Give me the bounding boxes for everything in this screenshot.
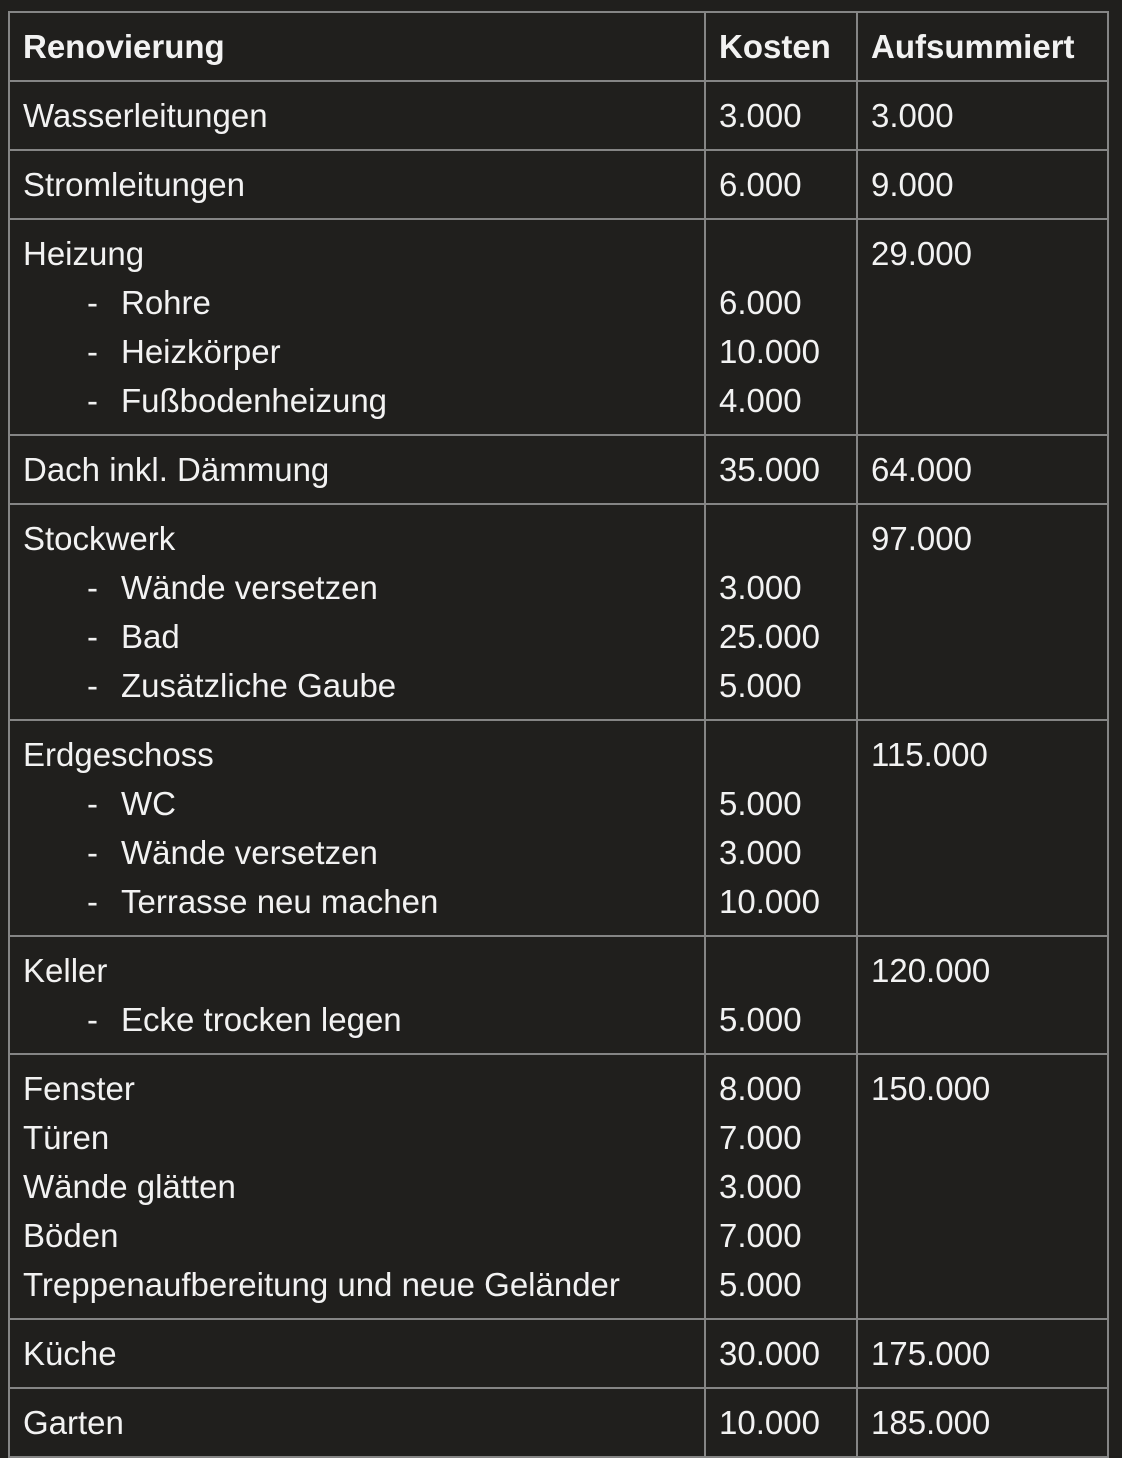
cost-cell <box>705 504 857 720</box>
dash-marker: - <box>87 284 98 321</box>
cumulative-value: 175.000 <box>871 1335 991 1372</box>
cost-value: 3.000 <box>719 1168 802 1205</box>
cumulative-cell <box>857 1054 1108 1319</box>
cumulative-cell <box>857 504 1108 720</box>
dash-marker: - <box>87 569 98 606</box>
sub-item <box>23 877 692 926</box>
cost-cell <box>705 1054 857 1319</box>
item-cell <box>9 150 705 219</box>
item-label: Treppenaufbereitung und neue Geländer <box>23 1266 620 1303</box>
header-aufsummiert: Aufsummiert <box>857 12 1108 81</box>
sub-cost-value: 5.000 <box>719 1001 802 1038</box>
item-label: Stockwerk <box>23 520 176 557</box>
sub-item <box>23 995 692 1044</box>
table-row <box>9 81 1108 150</box>
header-row <box>9 12 1108 81</box>
sub-item-label: Fußbodenheizung <box>121 382 388 419</box>
cost-value: 5.000 <box>719 1266 802 1303</box>
sub-cost-value: 10.000 <box>719 333 820 370</box>
cost-cell <box>705 936 857 1054</box>
cost-spacer <box>719 514 844 563</box>
sub-cost-value: 25.000 <box>719 618 820 655</box>
dash-marker: - <box>87 785 98 822</box>
sub-item-label: Zusätzliche Gaube <box>121 667 397 704</box>
table-row <box>9 219 1108 435</box>
dash-marker: - <box>87 618 98 655</box>
sub-cost-value: 5.000 <box>719 785 802 822</box>
cumulative-value: 9.000 <box>871 166 954 203</box>
cost-cell <box>705 1319 857 1388</box>
cost-value: 7.000 <box>719 1217 802 1254</box>
cost-value: 8.000 <box>719 1070 802 1107</box>
sub-item <box>23 779 692 828</box>
cumulative-cell <box>857 720 1108 936</box>
cumulative-cell <box>857 81 1108 150</box>
item-cell <box>9 219 705 435</box>
item-cell <box>9 435 705 504</box>
cost-cell <box>705 81 857 150</box>
dash-marker: - <box>87 333 98 370</box>
header-kosten: Kosten <box>705 12 857 81</box>
cumulative-cell <box>857 150 1108 219</box>
sub-item-label: Rohre <box>121 284 211 321</box>
sub-cost-value: 5.000 <box>719 667 802 704</box>
item-label: Küche <box>23 1335 117 1372</box>
cumulative-cell <box>857 936 1108 1054</box>
sub-item-label: Wände versetzen <box>121 569 378 606</box>
item-cell <box>9 1388 705 1457</box>
cost-cell <box>705 1388 857 1457</box>
dash-marker: - <box>87 883 98 920</box>
item-label: Erdgeschoss <box>23 736 214 773</box>
dash-marker: - <box>87 834 98 871</box>
sub-item <box>23 828 692 877</box>
sub-item <box>23 376 692 425</box>
cumulative-cell <box>857 1319 1108 1388</box>
sub-cost-value: 6.000 <box>719 284 802 321</box>
item-label: Türen <box>23 1119 110 1156</box>
item-label: Wände glätten <box>23 1168 236 1205</box>
sub-cost-value: 10.000 <box>719 883 820 920</box>
cumulative-value: 29.000 <box>871 235 972 272</box>
cumulative-value: 64.000 <box>871 451 972 488</box>
cumulative-value: 185.000 <box>871 1404 991 1441</box>
header-renovierung: Renovierung <box>9 12 705 81</box>
cost-value: 30.000 <box>719 1335 820 1372</box>
cost-cell <box>705 150 857 219</box>
sub-item <box>23 278 692 327</box>
item-label: Heizung <box>23 235 145 272</box>
item-cell <box>9 936 705 1054</box>
item-cell <box>9 504 705 720</box>
cost-cell <box>705 720 857 936</box>
item-label: Wasserleitungen <box>23 97 268 134</box>
sub-item <box>23 661 692 710</box>
item-cell <box>9 720 705 936</box>
item-label: Dach inkl. Dämmung <box>23 451 330 488</box>
cumulative-value: 150.000 <box>871 1070 991 1107</box>
item-label: Stromleitungen <box>23 166 245 203</box>
sub-item-label: Wände versetzen <box>121 834 378 871</box>
cost-value: 10.000 <box>719 1404 820 1441</box>
sub-item <box>23 327 692 376</box>
sub-item-label: Bad <box>121 618 180 655</box>
table-row <box>9 504 1108 720</box>
table-row <box>9 150 1108 219</box>
item-label: Keller <box>23 952 108 989</box>
item-cell <box>9 1054 705 1319</box>
table-row <box>9 435 1108 504</box>
sub-cost-value: 4.000 <box>719 382 802 419</box>
item-label: Garten <box>23 1404 124 1441</box>
renovation-cost-table <box>8 11 1109 1458</box>
cumulative-cell <box>857 219 1108 435</box>
sub-item-label: Terrasse neu machen <box>121 883 439 920</box>
dash-marker: - <box>87 667 98 704</box>
cost-value: 6.000 <box>719 166 802 203</box>
item-label: Böden <box>23 1217 119 1254</box>
cumulative-cell <box>857 435 1108 504</box>
table-row <box>9 936 1108 1054</box>
cost-spacer <box>719 946 844 995</box>
table-row <box>9 1319 1108 1388</box>
sub-item <box>23 563 692 612</box>
sub-item-label: Ecke trocken legen <box>121 1001 402 1038</box>
cumulative-value: 3.000 <box>871 97 954 134</box>
table-row <box>9 1054 1108 1319</box>
cost-spacer <box>719 730 844 779</box>
cumulative-value: 120.000 <box>871 952 991 989</box>
cumulative-value: 115.000 <box>871 736 988 773</box>
cost-value: 35.000 <box>719 451 820 488</box>
cumulative-cell <box>857 1388 1108 1457</box>
cost-cell <box>705 219 857 435</box>
sub-cost-value: 3.000 <box>719 834 802 871</box>
cost-cell <box>705 435 857 504</box>
cost-value: 7.000 <box>719 1119 802 1156</box>
table-row <box>9 1388 1108 1457</box>
sub-cost-value: 3.000 <box>719 569 802 606</box>
sub-item-label: WC <box>121 785 176 822</box>
sub-item <box>23 612 692 661</box>
table-row <box>9 720 1108 936</box>
item-cell <box>9 1319 705 1388</box>
cost-value: 3.000 <box>719 97 802 134</box>
item-cell <box>9 81 705 150</box>
sub-item-label: Heizkörper <box>121 333 281 370</box>
dash-marker: - <box>87 382 98 419</box>
item-label: Fenster <box>23 1070 135 1107</box>
cost-spacer <box>719 229 844 278</box>
dash-marker: - <box>87 1001 98 1038</box>
cumulative-value: 97.000 <box>871 520 972 557</box>
